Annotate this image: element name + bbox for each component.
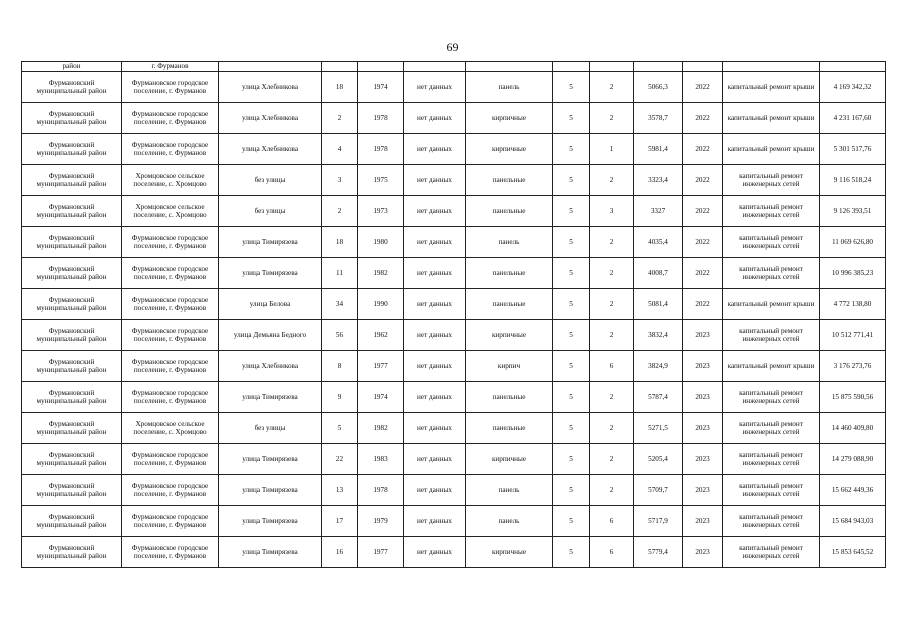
cell-wall: панельные — [466, 165, 553, 196]
cell-series: нет данных — [404, 227, 466, 258]
cell-floors: 5 — [553, 475, 590, 506]
cell-district: Фурмановский муниципальный район — [22, 475, 122, 506]
cell-plan-year: 2023 — [683, 444, 723, 475]
cell-cost: 10 512 771,41 — [820, 320, 886, 351]
cell-plan-year: 2022 — [683, 165, 723, 196]
cell-wall: панель — [466, 72, 553, 103]
cell-street: улица Тимирязева — [219, 475, 322, 506]
cell-settlement: Фурмановское городское поселение, г. Фурманов — [122, 258, 219, 289]
cell-house: 17 — [322, 506, 358, 537]
cell-house: 2 — [322, 196, 358, 227]
cell-district: Фурмановский муниципальный район — [22, 103, 122, 134]
cell-district: Фурмановский муниципальный район — [22, 72, 122, 103]
cell-area: 4008,7 — [634, 258, 683, 289]
cell-entrances: 2 — [590, 320, 634, 351]
cell-year: 1977 — [358, 537, 404, 568]
cell-work-type: капитальный ремонт инженерных сетей — [723, 382, 820, 413]
cell-entrances: 2 — [590, 444, 634, 475]
cell-house: 3 — [322, 165, 358, 196]
cell-wall: панельные — [466, 196, 553, 227]
cell-series: нет данных — [404, 444, 466, 475]
cell-year: 1983 — [358, 444, 404, 475]
cell-entrances: 3 — [590, 196, 634, 227]
cell-plan-year: 2022 — [683, 103, 723, 134]
cell-street: улица Хлебникова — [219, 72, 322, 103]
cell-street: улица Тимирязева — [219, 537, 322, 568]
cell-floors: 5 — [553, 227, 590, 258]
cell-settlement: Фурмановское городское поселение, г. Фурманов — [122, 227, 219, 258]
cell-work-type: капитальный ремонт инженерных сетей — [723, 475, 820, 506]
cell-floors: 5 — [553, 506, 590, 537]
cell-settlement: Фурмановское городское поселение, г. Фурманов — [122, 289, 219, 320]
table-row — [22, 506, 886, 537]
cell-year: 1978 — [358, 134, 404, 165]
cell-work-type: капитальный ремонт инженерных сетей — [723, 227, 820, 258]
table-row — [22, 103, 886, 134]
cell-settlement: Хромцовское сельское поселение, с. Хромцово — [122, 196, 219, 227]
cell-area: 3578,7 — [634, 103, 683, 134]
cell-work-type: капитальный ремонт инженерных сетей — [723, 444, 820, 475]
cell-series: нет данных — [404, 289, 466, 320]
cell-wall: кирпичные — [466, 444, 553, 475]
cell-plan-year: 2023 — [683, 413, 723, 444]
cell-house: 18 — [322, 227, 358, 258]
cell-wall: панельные — [466, 382, 553, 413]
cell-year: 1974 — [358, 382, 404, 413]
cell-street — [219, 62, 322, 72]
cell-year: 1975 — [358, 165, 404, 196]
cell-series: нет данных — [404, 134, 466, 165]
cell-district: район — [22, 62, 122, 72]
cell-plan-year: 2022 — [683, 289, 723, 320]
table-row — [22, 72, 886, 103]
cell-year: 1962 — [358, 320, 404, 351]
cell-series — [404, 62, 466, 72]
cell-area: 3832,4 — [634, 320, 683, 351]
cell-area: 5981,4 — [634, 134, 683, 165]
cell-entrances: 2 — [590, 258, 634, 289]
cell-house: 8 — [322, 351, 358, 382]
cell-settlement: Фурмановское городское поселение, г. Фурманов — [122, 103, 219, 134]
cell-settlement: Фурмановское городское поселение, г. Фурманов — [122, 134, 219, 165]
cell-area: 5205,4 — [634, 444, 683, 475]
cell-year: 1977 — [358, 351, 404, 382]
cell-wall: панель — [466, 506, 553, 537]
cell-district: Фурмановский муниципальный район — [22, 165, 122, 196]
cell-plan-year: 2022 — [683, 258, 723, 289]
cell-work-type: капитальный ремонт инженерных сетей — [723, 258, 820, 289]
cell-house: 11 — [322, 258, 358, 289]
cell-cost: 10 996 385,23 — [820, 258, 886, 289]
cell-area: 3327 — [634, 196, 683, 227]
cell-series: нет данных — [404, 537, 466, 568]
cell-work-type: капитальный ремонт крыши — [723, 351, 820, 382]
page-number: 69 — [446, 40, 459, 54]
cell-settlement: Фурмановское городское поселение, г. Фурманов — [122, 444, 219, 475]
cell-area: 3323,4 — [634, 165, 683, 196]
cell-house: 13 — [322, 475, 358, 506]
cell-series: нет данных — [404, 103, 466, 134]
cell-entrances: 2 — [590, 165, 634, 196]
cell-house: 16 — [322, 537, 358, 568]
table-row — [22, 320, 886, 351]
cell-plan-year: 2023 — [683, 475, 723, 506]
cell-plan-year: 2023 — [683, 351, 723, 382]
table-row — [22, 196, 886, 227]
cell-house: 56 — [322, 320, 358, 351]
table-row — [22, 537, 886, 568]
cell-floors: 5 — [553, 351, 590, 382]
cell-cost: 14 279 088,90 — [820, 444, 886, 475]
cell-district: Фурмановский муниципальный район — [22, 196, 122, 227]
cell-plan-year: 2023 — [683, 506, 723, 537]
cell-entrances: 6 — [590, 537, 634, 568]
cell-entrances: 2 — [590, 227, 634, 258]
cell-series: нет данных — [404, 165, 466, 196]
cell-street: улица Хлебникова — [219, 134, 322, 165]
table-row — [22, 475, 886, 506]
cell-wall — [466, 62, 553, 72]
cell-cost: 5 301 517,76 — [820, 134, 886, 165]
cell-district: Фурмановский муниципальный район — [22, 537, 122, 568]
cell-district: Фурмановский муниципальный район — [22, 258, 122, 289]
cell-wall: кирпич — [466, 351, 553, 382]
cell-plan-year: 2023 — [683, 382, 723, 413]
cell-district: Фурмановский муниципальный район — [22, 382, 122, 413]
cell-area: 5081,4 — [634, 289, 683, 320]
cell-work-type: капитальный ремонт инженерных сетей — [723, 537, 820, 568]
cell-settlement: Фурмановское городское поселение, г. Фурманов — [122, 382, 219, 413]
cell-house: 2 — [322, 103, 358, 134]
cell-wall: панель — [466, 227, 553, 258]
cell-area: 5779,4 — [634, 537, 683, 568]
cell-house: 34 — [322, 289, 358, 320]
cell-house — [322, 62, 358, 72]
cell-district: Фурмановский муниципальный район — [22, 506, 122, 537]
cell-settlement: г. Фурманов — [122, 62, 219, 72]
cell-wall: кирпичные — [466, 103, 553, 134]
cell-settlement: Фурмановское городское поселение, г. Фурманов — [122, 320, 219, 351]
cell-street: улица Тимирязева — [219, 227, 322, 258]
cell-floors: 5 — [553, 537, 590, 568]
cell-plan-year: 2023 — [683, 320, 723, 351]
cell-district: Фурмановский муниципальный район — [22, 351, 122, 382]
cell-year: 1978 — [358, 475, 404, 506]
cell-cost — [820, 62, 886, 72]
cell-settlement: Фурмановское городское поселение, г. Фурманов — [122, 475, 219, 506]
cell-settlement: Фурмановское городское поселение, г. Фурманов — [122, 351, 219, 382]
cell-series: нет данных — [404, 382, 466, 413]
cell-area: 3824,9 — [634, 351, 683, 382]
cell-floors: 5 — [553, 382, 590, 413]
cell-street: улица Демьяна Бедного — [219, 320, 322, 351]
cell-cost: 15 684 943,03 — [820, 506, 886, 537]
cell-area: 5271,5 — [634, 413, 683, 444]
cell-floors: 5 — [553, 289, 590, 320]
cell-street: улица Тимирязева — [219, 506, 322, 537]
cell-work-type: капитальный ремонт инженерных сетей — [723, 506, 820, 537]
cell-entrances: 2 — [590, 72, 634, 103]
cell-street: без улицы — [219, 165, 322, 196]
table-row — [22, 227, 886, 258]
cell-series: нет данных — [404, 413, 466, 444]
cell-plan-year: 2022 — [683, 72, 723, 103]
cell-year — [358, 62, 404, 72]
cell-cost: 15 875 590,56 — [820, 382, 886, 413]
cell-work-type: капитальный ремонт инженерных сетей — [723, 413, 820, 444]
cell-year: 1979 — [358, 506, 404, 537]
cell-year: 1982 — [358, 258, 404, 289]
cell-floors: 5 — [553, 258, 590, 289]
cell-floors: 5 — [553, 103, 590, 134]
cell-area: 5709,7 — [634, 475, 683, 506]
cell-street: улица Хлебникова — [219, 351, 322, 382]
cell-house: 4 — [322, 134, 358, 165]
cell-area: 4035,4 — [634, 227, 683, 258]
table-row — [22, 258, 886, 289]
cell-settlement: Фурмановское городское поселение, г. Фурманов — [122, 537, 219, 568]
cell-work-type: капитальный ремонт крыши — [723, 289, 820, 320]
cell-settlement: Хромцовское сельское поселение, с. Хромцово — [122, 165, 219, 196]
cell-house: 5 — [322, 413, 358, 444]
cell-work-type: капитальный ремонт инженерных сетей — [723, 196, 820, 227]
cell-settlement: Фурмановское городское поселение, г. Фурманов — [122, 72, 219, 103]
cell-series: нет данных — [404, 506, 466, 537]
cell-district: Фурмановский муниципальный район — [22, 413, 122, 444]
cell-entrances: 2 — [590, 382, 634, 413]
cell-floors: 5 — [553, 320, 590, 351]
cell-cost: 4 231 167,60 — [820, 103, 886, 134]
cell-work-type — [723, 62, 820, 72]
cell-plan-year — [683, 62, 723, 72]
cell-house: 18 — [322, 72, 358, 103]
table-row — [22, 413, 886, 444]
cell-area: 5717,9 — [634, 506, 683, 537]
cell-cost: 15 662 449,36 — [820, 475, 886, 506]
cell-entrances: 6 — [590, 506, 634, 537]
table-row — [22, 382, 886, 413]
housing-register-table — [21, 61, 886, 568]
cell-street: без улицы — [219, 196, 322, 227]
cell-cost: 14 460 409,80 — [820, 413, 886, 444]
cell-plan-year: 2022 — [683, 227, 723, 258]
cell-district: Фурмановский муниципальный район — [22, 444, 122, 475]
cell-entrances: 6 — [590, 351, 634, 382]
cell-work-type: капитальный ремонт крыши — [723, 103, 820, 134]
cell-entrances: 2 — [590, 413, 634, 444]
cell-settlement: Фурмановское городское поселение, г. Фурманов — [122, 506, 219, 537]
cell-series: нет данных — [404, 320, 466, 351]
cell-street: улица Белова — [219, 289, 322, 320]
cell-series: нет данных — [404, 351, 466, 382]
cell-wall: панель — [466, 475, 553, 506]
cell-cost: 3 176 273,76 — [820, 351, 886, 382]
table-row — [22, 351, 886, 382]
cell-series: нет данных — [404, 475, 466, 506]
cell-entrances — [590, 62, 634, 72]
cell-wall: кирпичные — [466, 320, 553, 351]
cell-cost: 11 069 626,80 — [820, 227, 886, 258]
cell-district: Фурмановский муниципальный район — [22, 289, 122, 320]
cell-area: 5066,3 — [634, 72, 683, 103]
cell-entrances: 2 — [590, 289, 634, 320]
cell-year: 1982 — [358, 413, 404, 444]
cell-house: 9 — [322, 382, 358, 413]
cell-year: 1980 — [358, 227, 404, 258]
cell-work-type: капитальный ремонт инженерных сетей — [723, 320, 820, 351]
cell-street: без улицы — [219, 413, 322, 444]
cell-series: нет данных — [404, 196, 466, 227]
cell-floors — [553, 62, 590, 72]
cell-plan-year: 2022 — [683, 196, 723, 227]
cell-year: 1978 — [358, 103, 404, 134]
cell-year: 1973 — [358, 196, 404, 227]
cell-cost: 9 116 518,24 — [820, 165, 886, 196]
cell-year: 1990 — [358, 289, 404, 320]
cell-district: Фурмановский муниципальный район — [22, 320, 122, 351]
cell-work-type: капитальный ремонт крыши — [723, 72, 820, 103]
cell-area — [634, 62, 683, 72]
cell-wall: панельные — [466, 289, 553, 320]
cell-plan-year: 2022 — [683, 134, 723, 165]
cell-house: 22 — [322, 444, 358, 475]
cell-cost: 9 126 393,51 — [820, 196, 886, 227]
cell-cost: 4 169 342,32 — [820, 72, 886, 103]
cell-floors: 5 — [553, 72, 590, 103]
table-row — [22, 165, 886, 196]
cell-settlement: Хромцовское сельское поселение, с. Хромцово — [122, 413, 219, 444]
cell-entrances: 2 — [590, 103, 634, 134]
cell-floors: 5 — [553, 196, 590, 227]
table-row — [22, 444, 886, 475]
cell-plan-year: 2023 — [683, 537, 723, 568]
cell-wall: панельные — [466, 258, 553, 289]
cell-floors: 5 — [553, 413, 590, 444]
cell-entrances: 1 — [590, 134, 634, 165]
cell-wall: кирпичные — [466, 537, 553, 568]
cell-street: улица Тимирязева — [219, 382, 322, 413]
table-body — [22, 62, 886, 568]
cell-street: улица Тимирязева — [219, 444, 322, 475]
table-row — [22, 289, 886, 320]
cell-series: нет данных — [404, 72, 466, 103]
cell-cost: 15 853 645,52 — [820, 537, 886, 568]
cell-cost: 4 772 138,80 — [820, 289, 886, 320]
cell-work-type: капитальный ремонт крыши — [723, 134, 820, 165]
cell-floors: 5 — [553, 444, 590, 475]
cell-district: Фурмановский муниципальный район — [22, 227, 122, 258]
cell-wall: панельные — [466, 413, 553, 444]
cell-street: улица Тимирязева — [219, 258, 322, 289]
cell-district: Фурмановский муниципальный район — [22, 134, 122, 165]
cell-work-type: капитальный ремонт инженерных сетей — [723, 165, 820, 196]
table-row-continued — [22, 62, 886, 72]
cell-area: 5787,4 — [634, 382, 683, 413]
cell-wall: кирпичные — [466, 134, 553, 165]
cell-street: улица Хлебникова — [219, 103, 322, 134]
cell-entrances: 2 — [590, 475, 634, 506]
table-row — [22, 134, 886, 165]
cell-floors: 5 — [553, 165, 590, 196]
cell-year: 1974 — [358, 72, 404, 103]
cell-floors: 5 — [553, 134, 590, 165]
cell-series: нет данных — [404, 258, 466, 289]
